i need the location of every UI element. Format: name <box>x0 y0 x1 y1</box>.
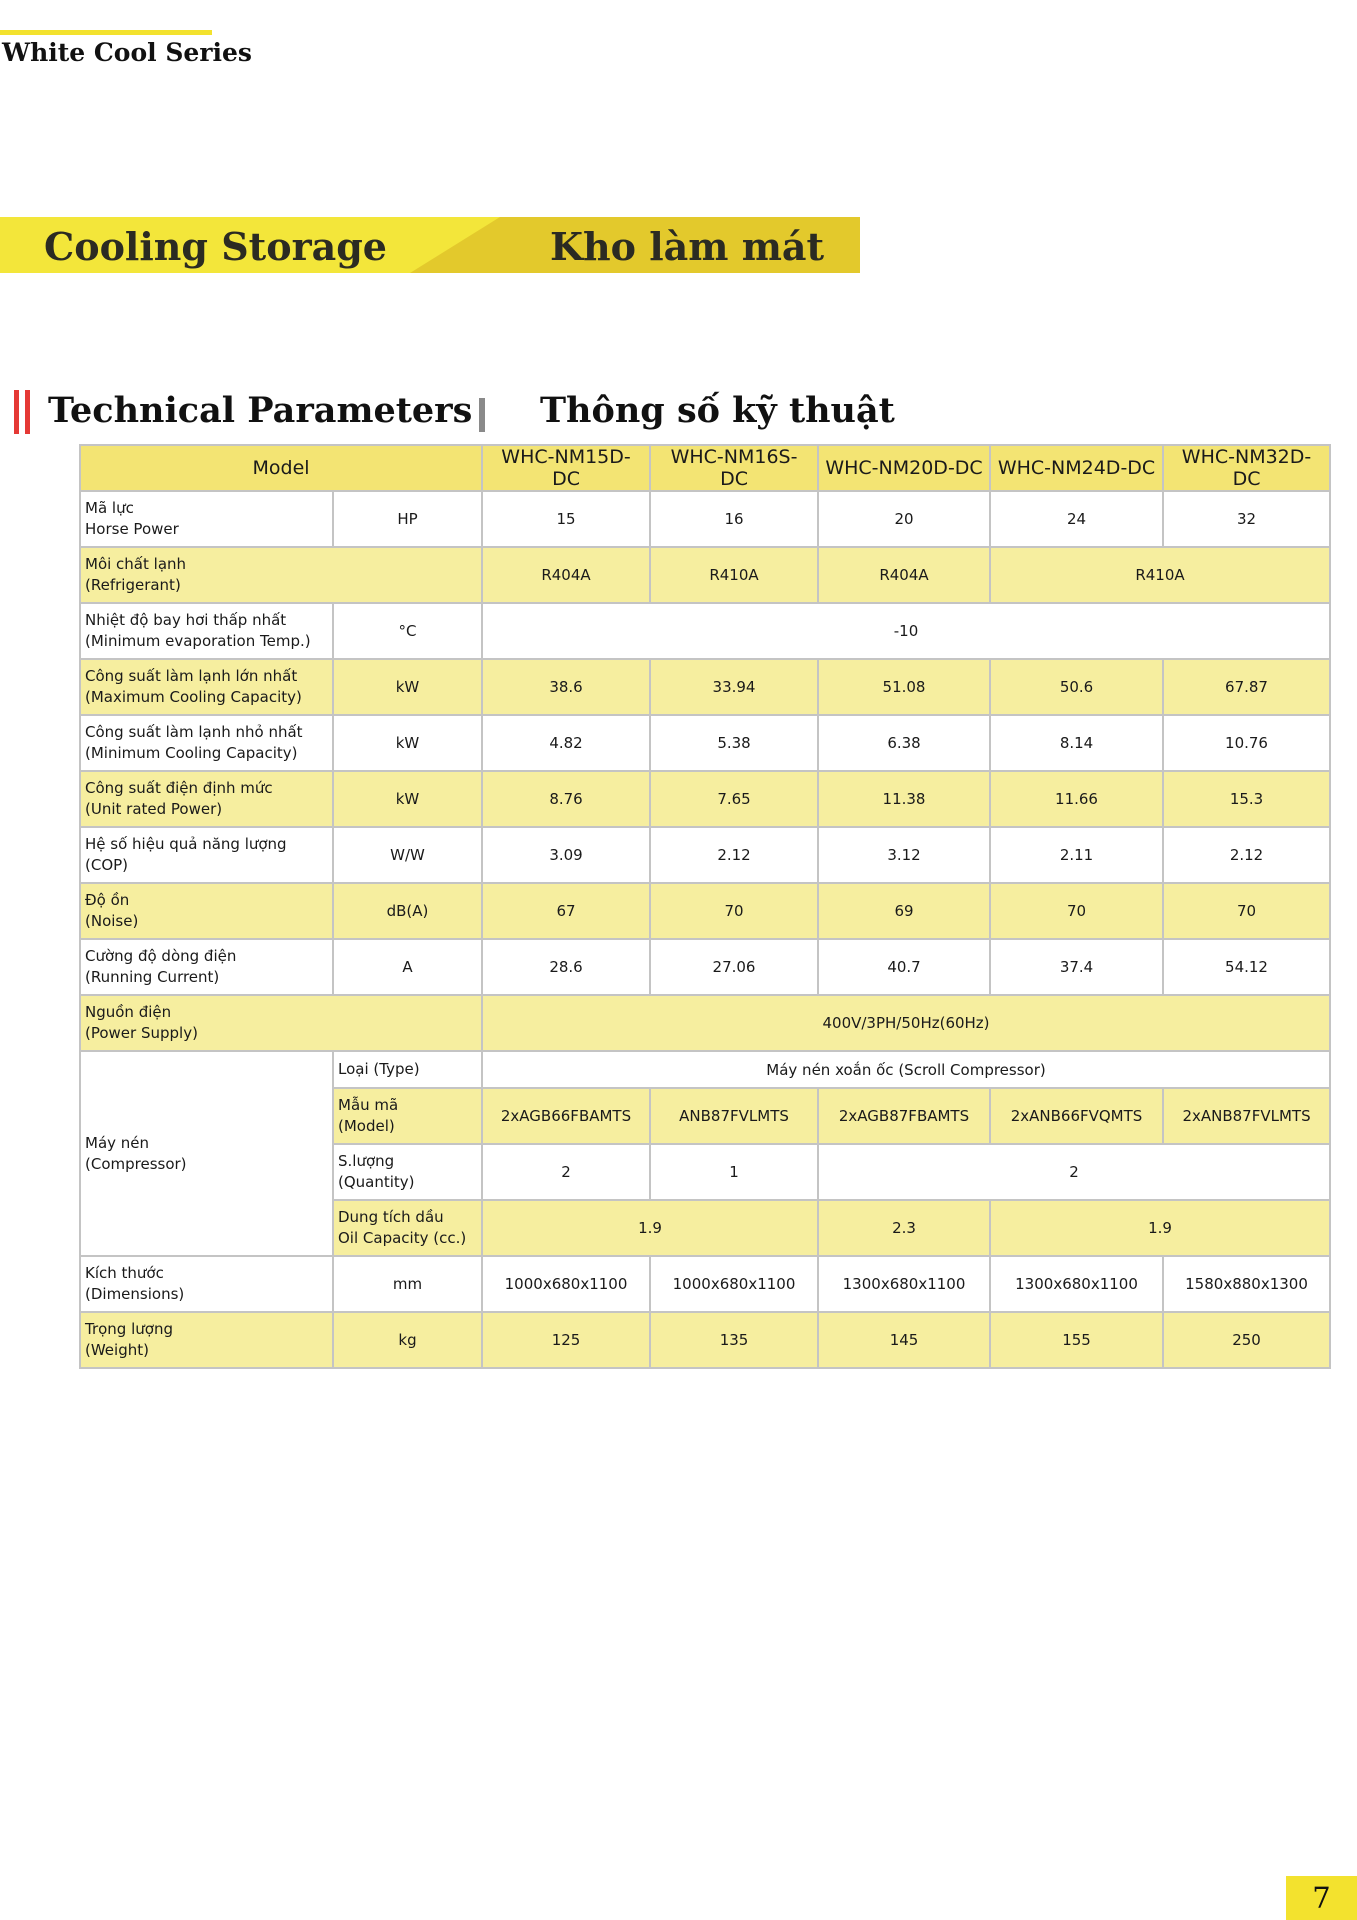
table-cell: 69 <box>818 883 990 939</box>
table-cell: 2xANB66FVQMTS <box>990 1088 1163 1144</box>
table-cell: 2.11 <box>990 827 1163 883</box>
table-cell: 1 <box>650 1144 818 1200</box>
sub-label: S.lượng (Quantity) <box>333 1144 482 1200</box>
table-cell: 5.38 <box>650 715 818 771</box>
table-cell: 3.09 <box>482 827 650 883</box>
table-cell: 1580x880x1300 <box>1163 1256 1330 1312</box>
table-row <box>80 659 1330 715</box>
model-header: Model <box>80 445 482 491</box>
table-cell: R410A <box>650 547 818 603</box>
table-cell: 40.7 <box>818 939 990 995</box>
table-cell: 28.6 <box>482 939 650 995</box>
row-label: Kích thước (Dimensions) <box>80 1256 333 1312</box>
table-cell: 27.06 <box>650 939 818 995</box>
row-unit: dB(A) <box>333 883 482 939</box>
table-cell: 7.65 <box>650 771 818 827</box>
table-row <box>80 491 1330 547</box>
table-cell: 4.82 <box>482 715 650 771</box>
model-name: WHC-NM15D-DC <box>482 445 650 491</box>
table-cell: 8.76 <box>482 771 650 827</box>
table-cell: 2xAGB87FBAMTS <box>818 1088 990 1144</box>
table-cell: 2 <box>482 1144 650 1200</box>
banner-title-en: Cooling Storage <box>44 224 387 269</box>
table-row <box>80 603 1330 659</box>
table-cell: 1300x680x1100 <box>818 1256 990 1312</box>
section-title-vi: Thông số kỹ thuật <box>540 390 895 431</box>
row-label: Hệ số hiệu quả năng lượng (COP) <box>80 827 333 883</box>
table-cell: 24 <box>990 491 1163 547</box>
page-number: 7 <box>1286 1876 1357 1920</box>
sub-label: Mẫu mã (Model) <box>333 1088 482 1144</box>
table-cell: 15 <box>482 491 650 547</box>
row-label: Nhiệt độ bay hơi thấp nhất (Minimum evaporation Temp.) <box>80 603 333 659</box>
table-cell: 70 <box>650 883 818 939</box>
table-cell: 11.38 <box>818 771 990 827</box>
model-name: WHC-NM32D-DC <box>1163 445 1330 491</box>
table-cell: 2 <box>818 1144 1330 1200</box>
row-label: Công suất điện định mức (Unit rated Power) <box>80 771 333 827</box>
row-unit: °C <box>333 603 482 659</box>
technical-parameters-table <box>79 444 1331 1369</box>
table-cell: 2.3 <box>818 1200 990 1256</box>
table-row <box>80 547 1330 603</box>
table-cell: -10 <box>482 603 1330 659</box>
table-cell: 70 <box>1163 883 1330 939</box>
table-cell: 37.4 <box>990 939 1163 995</box>
table-cell: 16 <box>650 491 818 547</box>
row-label: Độ ồn (Noise) <box>80 883 333 939</box>
table-cell: 38.6 <box>482 659 650 715</box>
row-unit: kg <box>333 1312 482 1368</box>
row-label: Mã lực Horse Power <box>80 491 333 547</box>
table-cell: 2xAGB66FBAMTS <box>482 1088 650 1144</box>
table-cell: 67.87 <box>1163 659 1330 715</box>
table-cell: 33.94 <box>650 659 818 715</box>
top-accent-bar <box>0 30 212 35</box>
row-label: Máy nén (Compressor) <box>80 1051 333 1256</box>
table-row <box>80 883 1330 939</box>
row-label: Trọng lượng (Weight) <box>80 1312 333 1368</box>
sub-label: Dung tích dầu Oil Capacity (cc.) <box>333 1200 482 1256</box>
table-cell: 70 <box>990 883 1163 939</box>
row-unit: W/W <box>333 827 482 883</box>
series-title: White Cool Series <box>2 38 252 67</box>
row-label: Môi chất lạnh (Refrigerant) <box>80 547 482 603</box>
table-row <box>80 715 1330 771</box>
table-row <box>80 771 1330 827</box>
table-cell: R404A <box>482 547 650 603</box>
table-cell: 54.12 <box>1163 939 1330 995</box>
table-cell: 1000x680x1100 <box>650 1256 818 1312</box>
table-row <box>80 1312 1330 1368</box>
model-name: WHC-NM24D-DC <box>990 445 1163 491</box>
table-cell: 250 <box>1163 1312 1330 1368</box>
banner-title-vi: Kho làm mát <box>550 224 825 269</box>
table-cell: 1.9 <box>482 1200 818 1256</box>
table-cell: 1300x680x1100 <box>990 1256 1163 1312</box>
table-cell: R404A <box>818 547 990 603</box>
table-cell: 145 <box>818 1312 990 1368</box>
section-separator <box>479 398 485 432</box>
row-unit: A <box>333 939 482 995</box>
red-marker-bar <box>25 390 30 434</box>
table-cell: ANB87FVLMTS <box>650 1088 818 1144</box>
section-heading <box>0 390 1357 440</box>
table-cell: 155 <box>990 1312 1163 1368</box>
table-cell: 2.12 <box>1163 827 1330 883</box>
table-cell: 3.12 <box>818 827 990 883</box>
row-label: Công suất làm lạnh nhỏ nhất (Minimum Cooling Capacity) <box>80 715 333 771</box>
row-unit: kW <box>333 659 482 715</box>
row-label: Cường độ dòng điện (Running Current) <box>80 939 333 995</box>
cooling-storage-banner <box>0 217 860 273</box>
table-row <box>80 939 1330 995</box>
table-cell: 2.12 <box>650 827 818 883</box>
row-unit: kW <box>333 715 482 771</box>
table-row <box>80 995 1330 1051</box>
table-cell: R410A <box>990 547 1330 603</box>
table-cell: 8.14 <box>990 715 1163 771</box>
table-cell: 400V/3PH/50Hz(60Hz) <box>482 995 1330 1051</box>
sub-label: Loại (Type) <box>333 1051 482 1088</box>
table-row <box>80 1051 1330 1088</box>
table-cell: 135 <box>650 1312 818 1368</box>
table-cell: 1000x680x1100 <box>482 1256 650 1312</box>
table-cell: 20 <box>818 491 990 547</box>
table-cell: 1.9 <box>990 1200 1330 1256</box>
table-cell: 51.08 <box>818 659 990 715</box>
table-cell: 6.38 <box>818 715 990 771</box>
table-cell: 125 <box>482 1312 650 1368</box>
row-label: Nguồn điện (Power Supply) <box>80 995 482 1051</box>
table-cell: 67 <box>482 883 650 939</box>
table-cell: Máy nén xoắn ốc (Scroll Compressor) <box>482 1051 1330 1088</box>
table-row <box>80 1256 1330 1312</box>
model-name: WHC-NM16S-DC <box>650 445 818 491</box>
table-cell: 32 <box>1163 491 1330 547</box>
row-label: Công suất làm lạnh lớn nhất (Maximum Cooling Capacity) <box>80 659 333 715</box>
model-name: WHC-NM20D-DC <box>818 445 990 491</box>
red-marker-bar <box>14 390 19 434</box>
table-row <box>80 827 1330 883</box>
section-title-en: Technical Parameters <box>48 390 473 431</box>
table-header-row <box>80 445 1330 491</box>
row-unit: mm <box>333 1256 482 1312</box>
table-cell: 10.76 <box>1163 715 1330 771</box>
table-cell: 50.6 <box>990 659 1163 715</box>
table-cell: 15.3 <box>1163 771 1330 827</box>
row-unit: HP <box>333 491 482 547</box>
table-cell: 11.66 <box>990 771 1163 827</box>
row-unit: kW <box>333 771 482 827</box>
table-cell: 2xANB87FVLMTS <box>1163 1088 1330 1144</box>
